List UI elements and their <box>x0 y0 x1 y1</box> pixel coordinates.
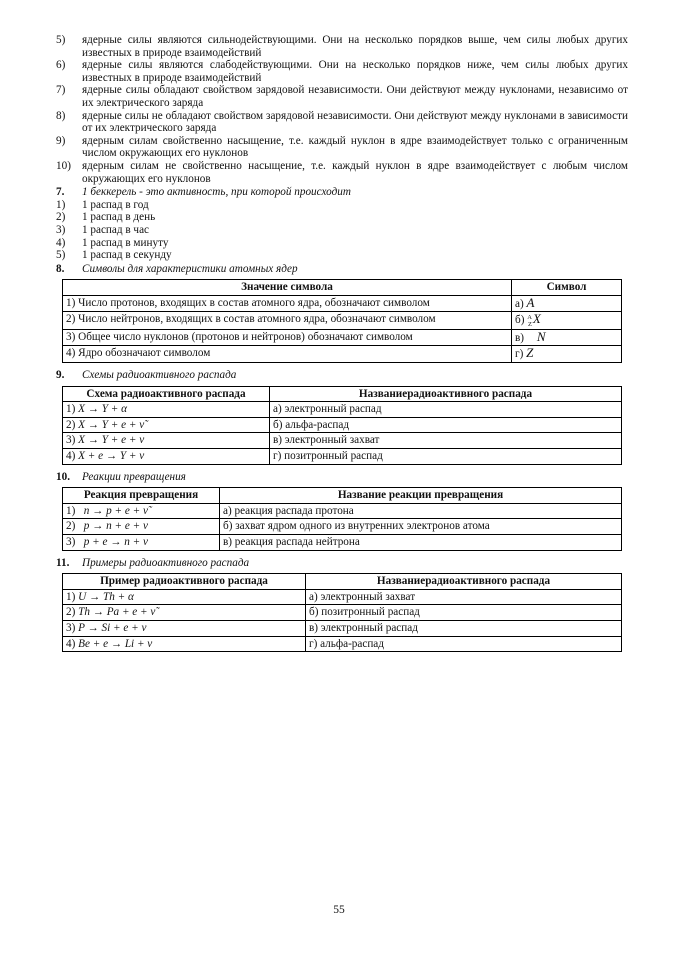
row-number: 2) <box>66 606 76 619</box>
option-letter: г) <box>515 348 524 361</box>
item-number: 7) <box>56 84 66 97</box>
table-cell: б) позитронный распад <box>306 605 622 621</box>
question-number: 9. <box>56 369 65 382</box>
column-header: Пример радиоактивного распада <box>63 574 306 590</box>
column-header: Значение символа <box>63 280 512 296</box>
list-item <box>56 59 628 84</box>
table-row <box>63 605 622 621</box>
list-item <box>56 160 628 185</box>
item-text: 1 распад в час <box>82 223 149 236</box>
table-cell: а) электронный захват <box>306 589 622 605</box>
column-header: Символ <box>512 280 622 296</box>
item-text: ядерные силы являются сильнодействующими. Они на несколько порядков выше, чем силы любых других известных в природе взаимодействий <box>82 34 628 59</box>
decay-equation: X → Y + e + ν <box>78 434 145 447</box>
list-item <box>56 237 628 250</box>
table-cell <box>63 402 270 418</box>
table-row <box>63 535 622 551</box>
row-number: 2) <box>66 418 76 431</box>
q9-table <box>62 386 622 465</box>
table-header <box>63 386 622 402</box>
row-number: 2) <box>66 520 76 533</box>
q10-table <box>62 487 622 550</box>
table-cell <box>63 589 306 605</box>
table-header <box>63 488 622 504</box>
q7-options <box>56 199 628 262</box>
question-7 <box>56 186 628 199</box>
symbol: A <box>526 294 535 310</box>
table-cell <box>63 605 306 621</box>
table-cell: а) реакция распада протона <box>220 503 622 519</box>
nuclide-indices <box>527 314 532 328</box>
question-number: 7. <box>56 186 65 199</box>
option-letter: в) <box>515 331 525 344</box>
list-item <box>56 224 628 237</box>
table-cell <box>63 636 306 652</box>
column-header: Схема радиоактивного распада <box>63 386 270 402</box>
table-cell: г) альфа-распад <box>306 636 622 652</box>
decay-equation: X → Y + α <box>78 403 127 416</box>
item-text: 1 распад в год <box>82 198 149 211</box>
page-number: 55 <box>333 904 345 916</box>
table-cell <box>63 433 270 449</box>
table-row <box>63 346 622 363</box>
table-cell: а) электронный распад <box>270 402 622 418</box>
item-number: 2) <box>56 211 66 224</box>
row-number: 1) <box>66 403 76 416</box>
table-cell <box>63 417 270 433</box>
item-number: 3) <box>56 223 66 236</box>
row-number: 1) <box>66 504 76 517</box>
symbol: X <box>532 311 541 327</box>
q6-list <box>56 34 628 185</box>
item-number: 5) <box>56 34 66 46</box>
symbol: Z <box>526 345 534 361</box>
table-cell: г) позитронный распад <box>270 449 622 465</box>
column-header: Название реакции превращения <box>220 488 622 504</box>
table-cell <box>63 503 220 519</box>
question-text: Реакции превращения <box>82 470 186 483</box>
table-row <box>63 620 622 636</box>
list-item <box>56 34 628 59</box>
table-row <box>63 449 622 465</box>
decay-example: P → Si + e + ν <box>78 621 147 634</box>
item-text: 1 распад в минуту <box>82 236 169 249</box>
option-letter: б) <box>515 314 525 327</box>
decay-example: U → Th + α <box>78 590 134 603</box>
list-item <box>56 84 628 109</box>
table-cell: в) электронный захват <box>270 433 622 449</box>
question-number: 10. <box>56 470 70 483</box>
question-10 <box>56 471 628 484</box>
decay-example: Be + e → Li + ν <box>78 637 153 650</box>
table-row <box>63 295 622 312</box>
table-cell: 4) Ядро обозначают символом <box>63 346 512 363</box>
item-number: 4) <box>56 236 66 249</box>
item-number: 5) <box>56 249 66 262</box>
table-row <box>63 636 622 652</box>
q11-table <box>62 573 622 652</box>
row-number: 1) <box>66 590 76 603</box>
table-cell: 3) Общее число нуклонов (протонов и нейтронов) обозначают символом <box>63 329 512 346</box>
row-number: 4) <box>66 637 76 650</box>
table-row <box>63 417 622 433</box>
item-text: ядерные силы являются слабодействующими. Они на несколько порядков ниже, чем силы любых других известных в природе взаимодействий <box>82 59 628 84</box>
table-row <box>63 312 622 329</box>
item-text: 1 распад в секунду <box>82 249 172 262</box>
table-cell: б) захват ядром одного из внутренних электронов атома <box>220 519 622 535</box>
table-cell <box>63 620 306 636</box>
reaction-equation: p → n + e + ν <box>83 520 148 533</box>
question-text: Примеры радиоактивного распада <box>82 556 250 569</box>
table-header <box>63 574 622 590</box>
question-number: 11. <box>56 556 70 569</box>
table-cell: 2) Число нейтронов, входящих в состав атомного ядра, обозначают символом <box>63 312 512 329</box>
table-row <box>63 433 622 449</box>
mass-number: A <box>527 313 532 321</box>
table-cell: 1) Число протонов, входящих в состав атомного ядра, обозначают символом <box>63 295 512 312</box>
column-header: Названиерадиоактивного распада <box>306 574 622 590</box>
table-cell <box>512 329 622 346</box>
item-text: ядерным силам свойственно насыщение, т.е. каждый нуклон в ядре взаимодействует только с ограниченным числом окружающих его нуклонов <box>82 134 628 160</box>
table-cell: в) электронный распад <box>306 620 622 636</box>
table-cell <box>512 312 622 329</box>
column-header: Реакция превращения <box>63 488 220 504</box>
table-cell: в) реакция распада нейтрона <box>220 535 622 551</box>
table-row <box>63 589 622 605</box>
table-row <box>63 329 622 346</box>
item-number: 6) <box>56 59 66 72</box>
table-row <box>63 402 622 418</box>
table-cell <box>63 519 220 535</box>
reaction-equation: n → p + e + ν̃ <box>83 504 148 517</box>
decay-example: Th → Pa + e + ν̃ <box>78 606 156 619</box>
question-8 <box>56 263 628 276</box>
charge-number: Z <box>527 320 532 328</box>
row-number: 4) <box>66 450 76 463</box>
question-9 <box>56 369 628 382</box>
list-item <box>56 199 628 212</box>
question-text: Схемы радиоактивного распада <box>82 369 237 382</box>
q8-table <box>62 279 622 363</box>
list-item <box>56 249 628 262</box>
reaction-equation: p + e → n + ν <box>83 536 148 549</box>
column-header: Названиерадиоактивного распада <box>270 386 622 402</box>
item-number: 8) <box>56 109 66 122</box>
item-text: ядерным силам не свойственно насыщение, т.е. каждый нуклон в ядре взаимодействует с любым числом окружающих его нуклонов <box>82 159 628 185</box>
question-text: 1 беккерель - это активность, при которой происходит <box>82 186 351 199</box>
item-number: 10) <box>56 159 71 172</box>
table-header <box>63 280 622 296</box>
table-cell <box>512 346 622 363</box>
list-item <box>56 211 628 224</box>
item-text: ядерные силы не обладают свойством зарядовой независимости. Они действуют между нуклонами в зависимости от их электрического заряда <box>82 109 628 135</box>
item-text: 1 распад в день <box>82 211 156 224</box>
list-item <box>56 110 628 135</box>
table-cell <box>63 449 270 465</box>
table-row <box>63 519 622 535</box>
item-number: 1) <box>56 198 66 211</box>
symbol: N <box>536 328 546 344</box>
table-row <box>63 503 622 519</box>
row-number: 3) <box>66 621 76 634</box>
list-item <box>56 135 628 160</box>
question-number: 8. <box>56 262 65 275</box>
decay-equation: X → Y + e + ν̃ <box>78 418 145 431</box>
item-number: 9) <box>56 134 66 147</box>
decay-equation: X + e → Y + ν <box>78 450 145 463</box>
content <box>56 34 628 658</box>
question-11 <box>56 557 628 570</box>
option-letter: а) <box>515 297 524 310</box>
item-text: ядерные силы обладают свойством зарядовой независимости. Они действуют между нуклонами, независимо от их электрического заряда <box>82 84 628 109</box>
table-cell <box>512 295 622 312</box>
row-number: 3) <box>66 434 76 447</box>
table-cell: б) альфа-распад <box>270 417 622 433</box>
row-number: 3) <box>66 536 76 549</box>
question-text: Символы для характеристики атомных ядер <box>82 262 298 275</box>
table-cell <box>63 535 220 551</box>
